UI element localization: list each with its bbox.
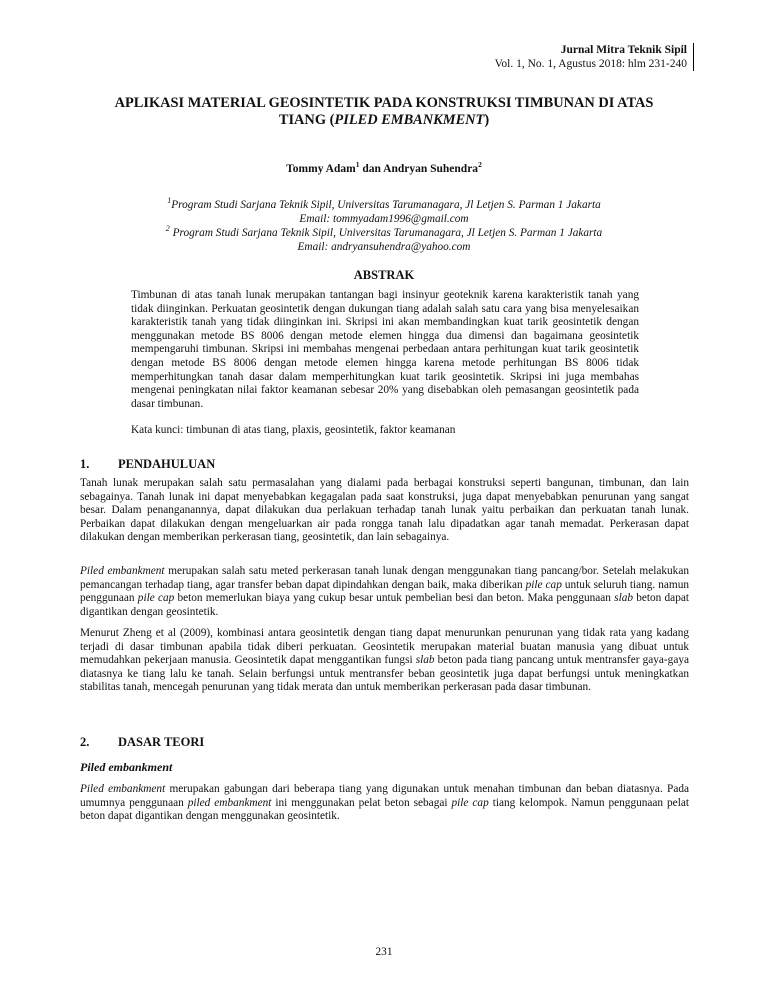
page-number: 231: [375, 946, 393, 958]
running-header: [495, 43, 694, 71]
section-heading-theory: [80, 735, 204, 750]
p2-term-4: slab: [614, 592, 634, 605]
affiliation-2-email: Email: andryansuhendra@yahoo.com: [297, 241, 471, 253]
paragraph-1: Tanah lunak merupakan salah satu permasalahan yang dialami pada berbagai konstruksi seperti bangunan, timbunan, dan lain sebagainya. Tanah lunak ini dapat menyebabkan kegagalan pada saat konstruksi, juga dapat menyebabkan penurunan yang sangat besar. Dalam penanganannya, dapat dilakukan dua perlakuan terhadap tanah lunak yaitu perbaikan dan perkuatan tanah lunak. Perbaikan dapat dilakukan dengan mengeluarkan air pada rongga tanah lalu dipadatkan agar tanah memadat. Perkerasan dapat dilakukan dengan memberikan perkerasan tiang, geosintetik, dan lain sebagainya.: [80, 477, 689, 544]
p4-term-2: piled embankment: [187, 796, 272, 809]
title-line-2: [80, 112, 688, 129]
author-2-sup: 2: [478, 160, 482, 170]
author-1-sup: 1: [355, 160, 360, 170]
journal-volume: Vol. 1, No. 1, Agustus 2018: hlm 231-240: [494, 58, 687, 70]
title-line-2-italic: PILED EMBANKMENT: [334, 112, 485, 128]
p4-text-1: merupakan gabungan dari beberapa tiang yang digunakan untuk menahan timbunan dan beban diatasnya. Pada umumnya penggunaan: [80, 783, 690, 809]
section-2-title: DASAR TEORI: [118, 735, 205, 749]
p2-text-4: beton dapat digantikan dengan geosintetik.: [80, 592, 690, 618]
affiliation-1-sup: 1: [167, 196, 172, 206]
subsection-heading: Piled embankment: [80, 760, 173, 774]
p2-text-3: beton memerlukan biaya yang cukup besar untuk pembelian besi dan beton. Maka penggunaan: [174, 592, 615, 605]
p2-text-1: merupakan salah satu meted perkerasan tanah lunak dengan menggunakan tiang pancang/bor. Setelah melakukan pemancangan terhadap tiang, agar transfer beban dapat dipindahkan dengan baik, maka diberikan: [80, 565, 689, 591]
paragraph-4: [80, 783, 689, 824]
p3-text-2: beton pada tiang pancang untuk mentransfer gaya-gaya diatasnya ke tiang lalu ke tanah. Selain berfungsi untuk mentransfer beban geosintetik juga dapat berfungsi untuk meningkatkan stabilitas tanah, mencegah penurunan yang tidak merata dan untuk memberikan perkerasan pada dasar timbunan.: [80, 654, 689, 694]
p4-term-1: Piled embankment: [80, 783, 166, 795]
abstract-heading: ABSTRAK: [353, 268, 415, 282]
keywords: Kata kunci: timbunan di atas tiang, plaxis, geosintetik, faktor keamanan: [131, 424, 456, 436]
author-2: Andryan Suhendra: [383, 163, 479, 175]
p2-term-1: Piled embankment: [80, 565, 165, 577]
section-heading-introduction: [80, 457, 215, 472]
paragraph-2: [80, 565, 689, 619]
journal-name: Jurnal Mitra Teknik Sipil: [560, 44, 687, 56]
title-line-2-post: ): [484, 112, 490, 128]
affiliation-1: [120, 198, 648, 226]
paragraph-3: [80, 627, 689, 695]
paper-title: [80, 95, 688, 129]
author-list: [80, 160, 688, 175]
p3-term-1: slab: [415, 654, 435, 667]
author-connector: dan: [359, 163, 384, 175]
author-1: Tommy Adam: [286, 163, 356, 175]
p2-term-2: pile cap: [525, 578, 562, 591]
p4-text-2: ini menggunakan pelat beton sebagai: [271, 796, 452, 809]
section-1-title: PENDAHULUAN: [118, 457, 216, 471]
affiliation-2-sup: 2: [165, 224, 170, 234]
p2-term-3: pile cap: [137, 592, 175, 605]
title-line-2-pre: TIANG (: [278, 112, 335, 128]
abstract-text: Timbunan di atas tanah lunak merupakan tantangan bagi insinyur geoteknik karena karakteristik tanah yang tidak diinginkan. Perkuatan geosintetik dengan dukungan tiang adalah salah satu cara yang bisa menyelesaikan karakteristik tanah yang tidak diinginkan ini. Skripsi ini akan membandingkan kuat tarik geosintetik dengan menggunakan metode BS 8006 dengan metode elemen hingga dua dimensi dan bagaimana geosintetik mempengaruhi timbunan. Skripsi ini membahas mengenai perbedaan antara perhitungan kuat tarik geosintetik dengan metode BS 8006 dengan metode elemen hingga karena metode perhitungan BS 8006 tidak memperhitungkan tanah dasar dalam memperhitungkan kuat tarik geosintetik. Skripsi ini juga membahas mengenai peningkatan nilai faktor keamanan sebesar 20% yang disebabkan oleh pemasangan geosintetik pada dasar timbunan.: [131, 289, 639, 410]
title-line-1: APLIKASI MATERIAL GEOSINTETIK PADA KONSTRUKSI TIMBUNAN DI ATAS: [114, 95, 654, 111]
p4-term-3: pile cap: [451, 796, 489, 809]
affiliation-1-email: Email: tommyadam1996@gmail.com: [299, 213, 469, 225]
section-2-number: 2.: [80, 735, 90, 749]
affiliation-2: [120, 226, 648, 254]
p2-text-2: untuk seluruh tiang. namun penggunaan: [80, 578, 689, 605]
affiliation-1-institution: Program Studi Sarjana Teknik Sipil, Universitas Tarumanagara, Jl Letjen S. Parman 1 Jakarta: [171, 199, 601, 211]
p3-text-1: Menurut Zheng et al (2009), kombinasi antara geosintetik dengan tiang dapat menurunkan penurunan yang tidak rata yang kadang terjadi di dasar timbunan apabila tidak diberi perkuatan. Geosintetik merupakan material buatan manusia yang dibuat untuk memudahkan pekerjaan manusia. Geosintetik dapat menggantikan fungsi: [80, 627, 689, 667]
affiliation-2-institution: Program Studi Sarjana Teknik Sipil, Universitas Tarumanagara, Jl Letjen S. Parman 1 Jakarta: [169, 227, 603, 239]
p4-text-3: tiang kelompok. Namun penggunaan pelat beton dapat digantikan dengan menggunakan geosintetik.: [80, 796, 689, 823]
section-1-number: 1.: [80, 457, 90, 471]
